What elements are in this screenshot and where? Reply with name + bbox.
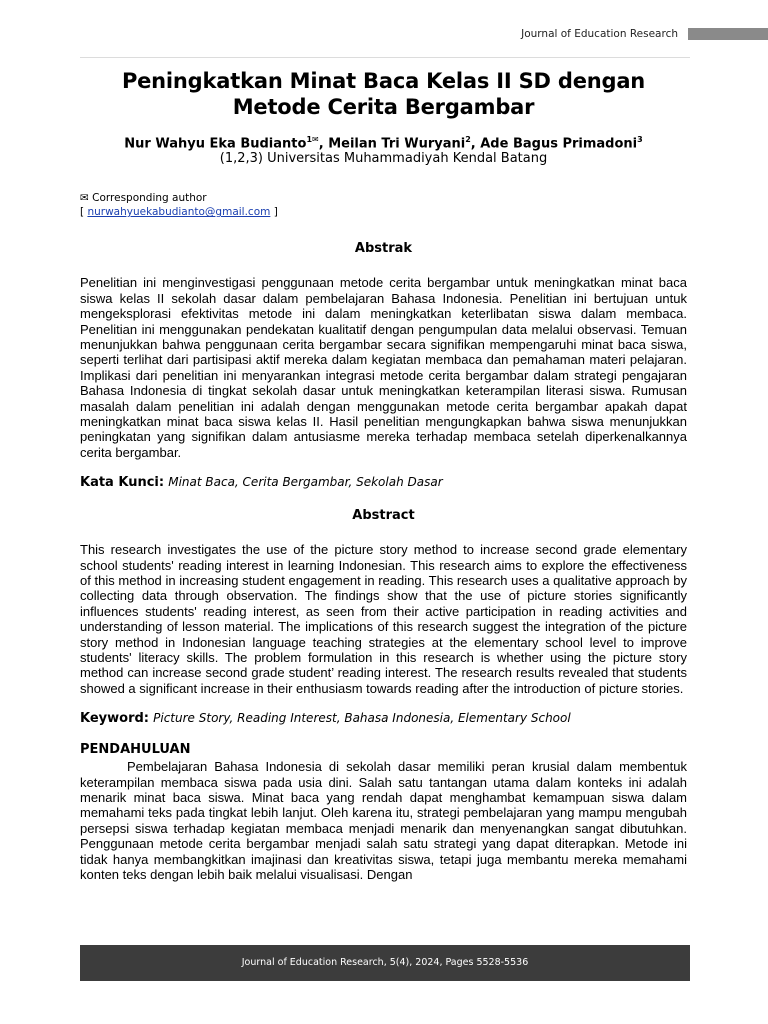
author-name: Ade Bagus Primadoni	[480, 136, 638, 152]
keywords-label: Keyword:	[80, 711, 149, 727]
affiliation: (1,2,3) Universitas Muhammadiyah Kendal Batang	[219, 151, 548, 167]
kata-kunci	[80, 474, 687, 491]
keywords	[80, 710, 687, 727]
author-email-link[interactable]: nurwahyuekabudianto@gmail.com	[87, 206, 271, 219]
journal-header	[0, 27, 768, 41]
author-name: Nur Wahyu Eka Budianto	[124, 136, 307, 152]
author-affiliation-mark: 3	[637, 135, 643, 144]
keywords-values: Picture Story, Reading Interest, Bahasa Indonesia, Elementary School	[153, 711, 571, 726]
introduction-text: Pembelajaran Bahasa Indonesia di sekolah dasar memiliki peran krusial dalam membentuk keterampilan membaca siswa pada usia dini. Salah satu tantangan utama dalam konteks ini adalah menarik minat baca siswa. Minat baca yang rendah dapat menghambat kemampuan siswa dalam memahami teks pada tingkat lebih lanjut. Oleh karena itu, strategi pembelajaran yang mampu mengubah persepsi siswa terhadap kegiatan membaca menjadi menarik dan menyenangkan sangat dibutuhkan. Penggunaan metode cerita bergambar menjadi salah satu strategi yang dapat diterapkan. Metode ini tidak hanya membangkitkan imajinasi dan kreativitas siswa, tetapi juga membantu mereka memahami konten teks dengan lebih baik melalui visualisasi. Dengan	[80, 759, 687, 883]
introduction-heading: PENDAHULUAN	[80, 742, 191, 758]
corresponding-label: ✉ Corresponding author	[80, 192, 207, 205]
author-list: Nur Wahyu Eka Budianto$^{1✉}$, Meilan Tri Wuryani$^2$, Ade Bagus Primadoni$^3$	[124, 135, 643, 152]
paper-body	[80, 68, 687, 883]
corresponding-author	[80, 191, 687, 219]
abstrak-text: Penelitian ini menginvestigasi penggunaan metode cerita bergambar untuk meningkatkan minat baca siswa kelas II sekolah dasar dalam pembelajaran Bahasa Indonesia. Penelitian ini bertujuan untuk mengeksplorasi efektivitas metode ini dalam meningkatkan keterlibatan siswa dalam membaca. Penelitian ini menggunakan pendekatan kualitatif dengan pengumpulan data melalui observasi. Temuan menunjukkan bahwa penggunaan cerita bergambar secara signifikan mempengaruhi minat baca siswa, seperti terlihat dari partisipasi aktif mereka dalam kegiatan membaca dan pemahaman materi pelajaran. Implikasi dari penelitian ini menyarankan integrasi metode cerita bergambar dalam strategi pengajaran Bahasa Indonesia di tingkat sekolah dasar untuk meningkatkan keterampilan literasi siswa. Rumusan masalah dalam penelitian ini adalah dengan menggunakan metode cerita bergambar apakah dapat meningkatkan minat baca siswa kelas II. Hasil penelitian mengungkapkan bahwa siswa menunjukkan peningkatan yang signifikan dalam antusiasme mereka terhadap membaca setelah diperkenalkannya cerita bergambar.	[80, 275, 687, 460]
abstract-heading: Abstract	[352, 508, 415, 524]
header-divider	[80, 57, 690, 58]
kata-kunci-values: Minat Baca, Cerita Bergambar, Sekolah Dasar	[168, 475, 443, 490]
abstrak-heading: Abstrak	[354, 241, 413, 257]
email-line: [ nurwahyuekabudianto@gmail.com ]	[80, 206, 278, 219]
page-footer: Journal of Education Research, 5(4), 2024, Pages 5528-5536	[80, 945, 690, 981]
paper-title: Peningkatkan Minat Baca Kelas II SD dengan Metode Cerita Bergambar	[121, 69, 646, 119]
journal-name: Journal of Education Research	[521, 28, 678, 40]
header-accent-bar	[688, 28, 768, 40]
author-name: Meilan Tri Wuryani	[328, 136, 466, 152]
author-affiliation-mark: 2	[465, 135, 471, 144]
author-affiliation-mark: 1✉	[306, 135, 319, 144]
abstract-text: This research investigates the use of the picture story method to increase second grade elementary school students' reading interest in learning Indonesian. This research aims to explore the effectiveness of this method in increasing student engagement in reading. This research uses a qualitative approach by collecting data through observation. The findings show that the use of picture stories significantly influences students' reading interest, as seen from their active participation in reading activities and understanding of lesson material. The implications of this research suggest the integration of the picture story method in Indonesian language teaching strategies at the elementary school level to improve students' literacy skills. The problem formulation in this research is whether using the picture story method can increase second grade student’ reading interest. The research results revealed that students showed a significant increase in their enthusiasm towards reading after the introduction of picture stories.	[80, 542, 687, 696]
kata-kunci-label: Kata Kunci:	[80, 475, 165, 491]
